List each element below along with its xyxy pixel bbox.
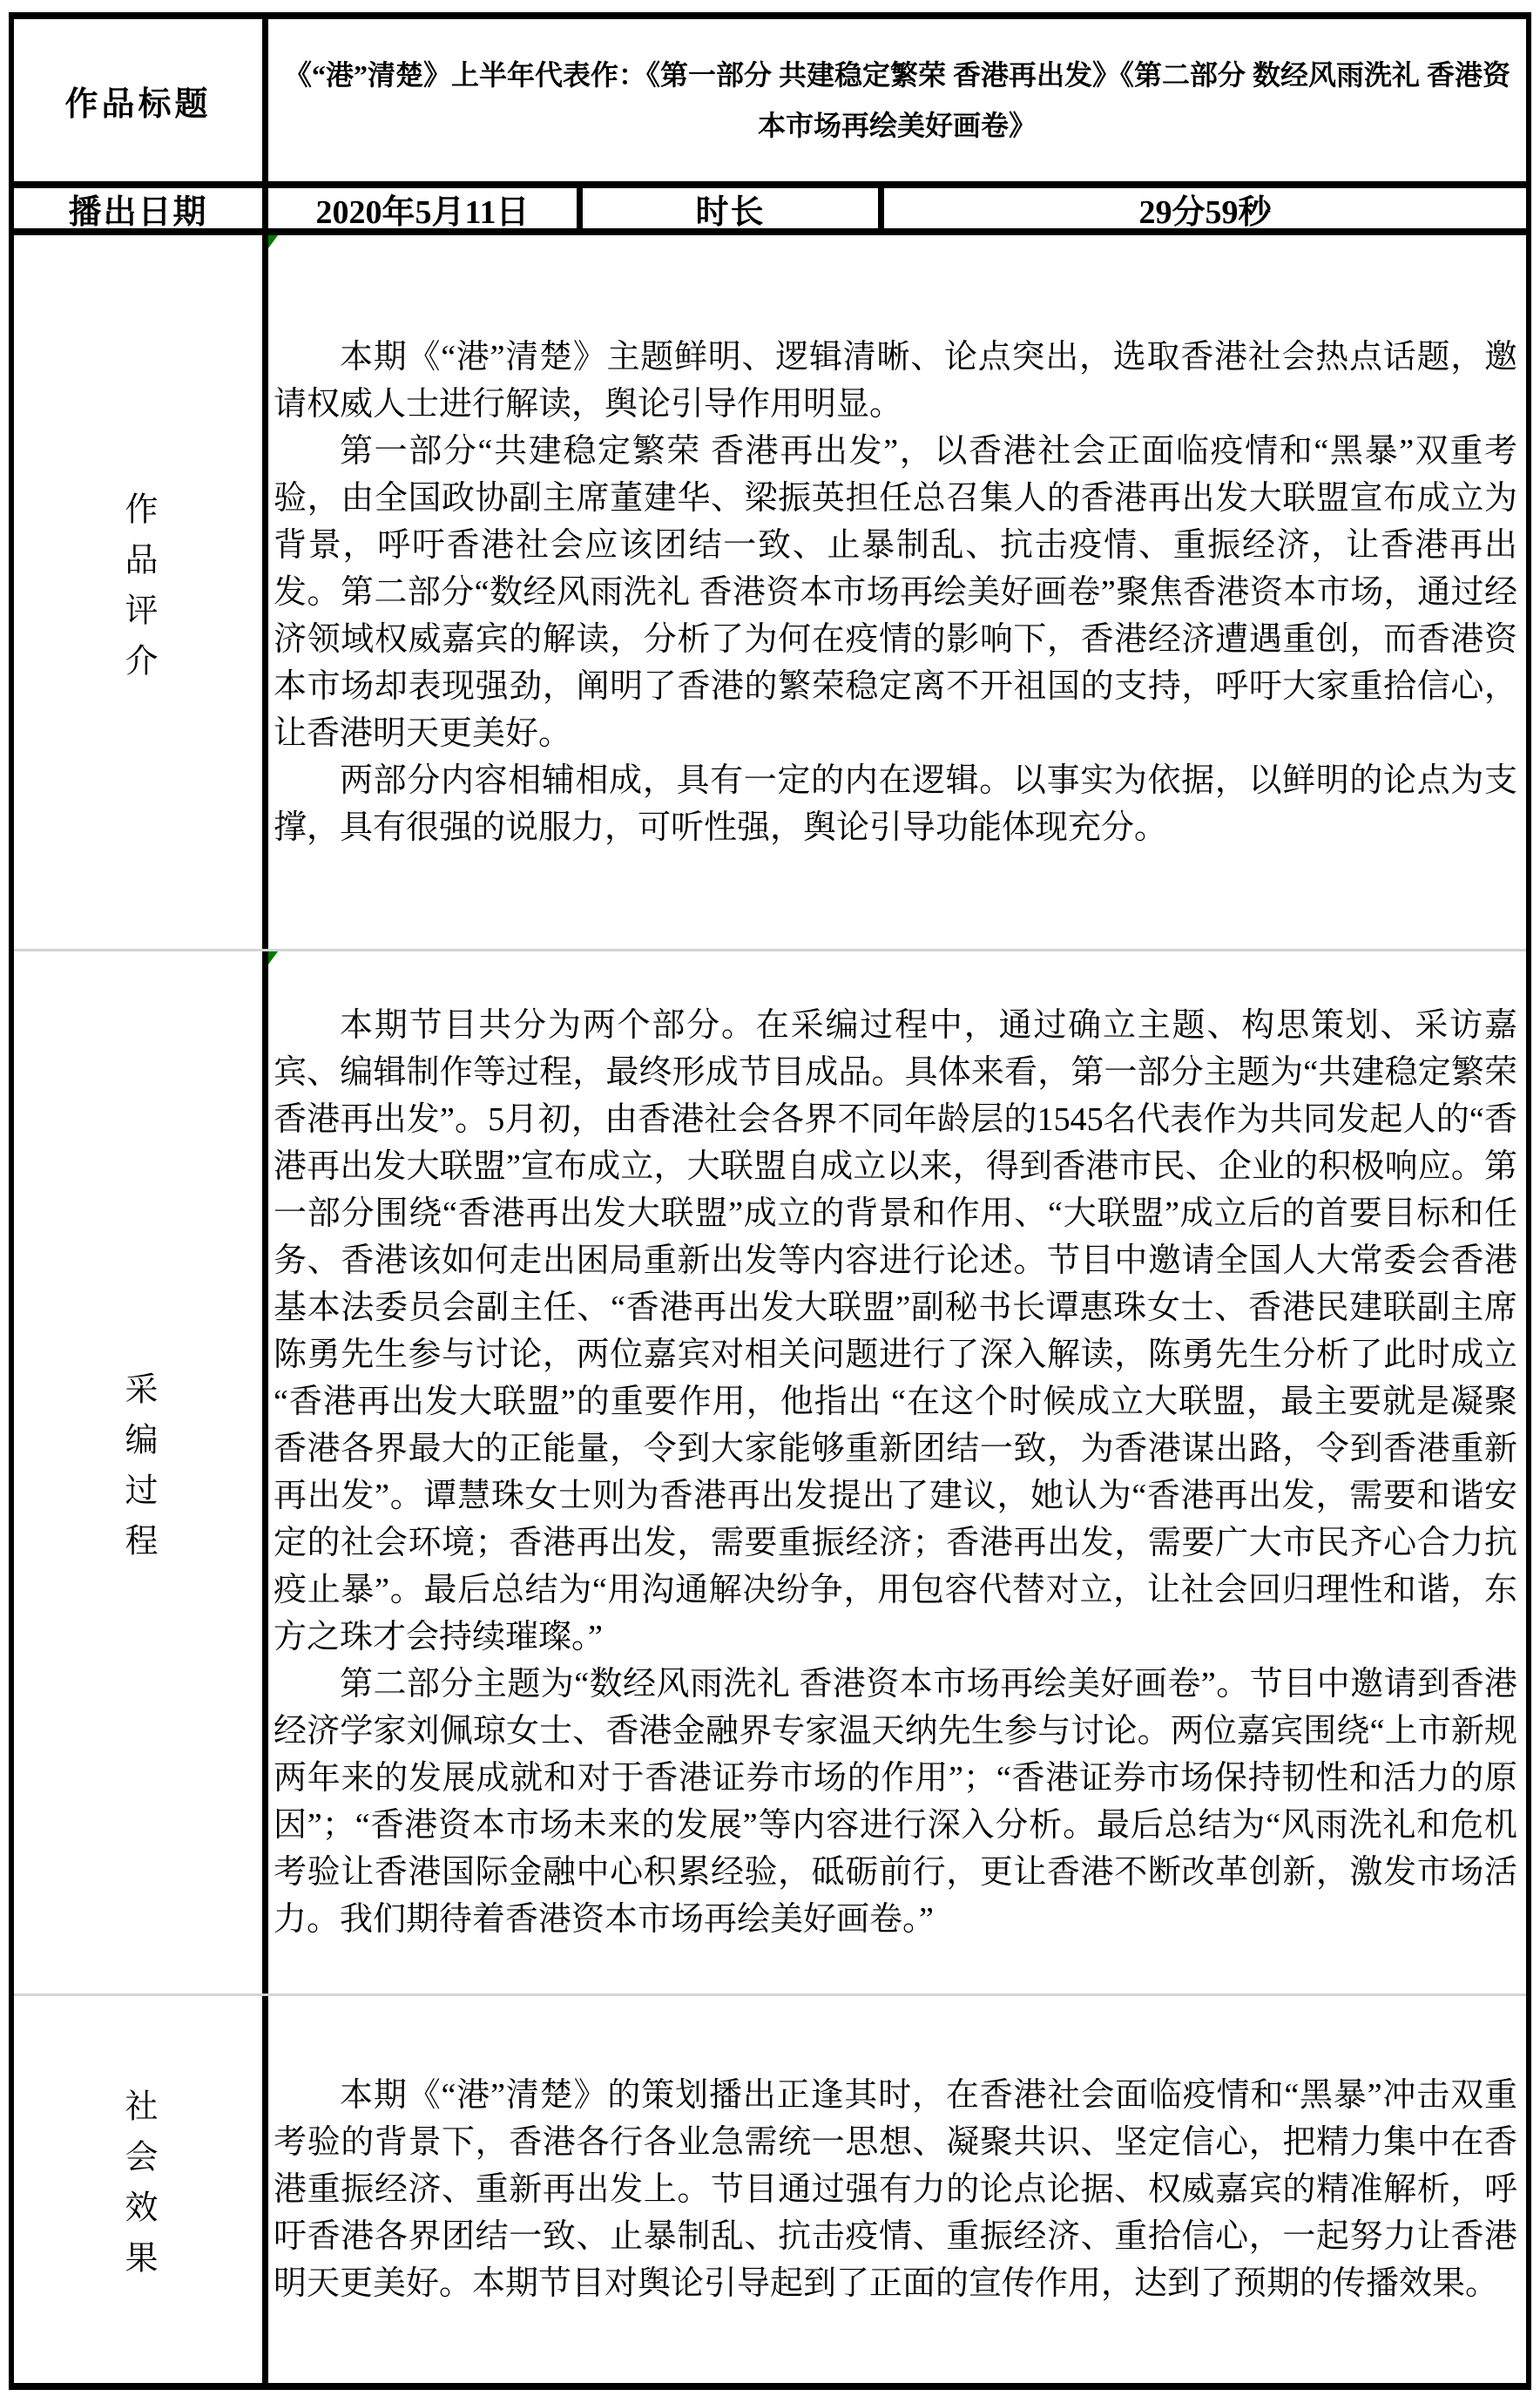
row-divider-title-date bbox=[9, 181, 1531, 188]
label-column-divider bbox=[262, 12, 268, 2390]
broadcast-date-value: 2020年5月11日 bbox=[315, 193, 530, 231]
effect-label-cell bbox=[14, 1996, 262, 2383]
table-border-top bbox=[9, 12, 1531, 19]
process-label-cell bbox=[14, 951, 262, 1993]
duration-value: 29分59秒 bbox=[1138, 193, 1272, 231]
table-border-right bbox=[1526, 12, 1531, 2390]
work-title-cell bbox=[268, 19, 1526, 181]
review-paragraph: 第一部分“共建稳定繁荣 香港再出发”，以香港社会正面临疫情和“黑暴”双重考验，由全国政协副主席董建华、梁振英担任总召集人的香港再出发大联盟宣布成立为背景，呼吁香港社会应该团结一致、止暴制乱、抗击疫情、重振经济，让香港再出发。第二部分“数经风雨洗礼 香港资本市场再绘美好画卷”聚焦香港资本市场，通过经济领域权威嘉宾的解读，分析了为何在疫情的影响下，香港经济遭遇重创，而香港资本市场却表现强劲，阐明了香港的繁荣稳定离不开祖国的支持，呼吁大家重拾信心，让香港明天更美好。 bbox=[274, 432, 1517, 752]
process-paragraph: 第二部分主题为“数经风雨洗礼 香港资本市场再绘美好画卷”。节目中邀请到香港经济学家刘佩琼女士、香港金融界专家温天纳先生参与讨论。两位嘉宾围绕“上市新规两年来的发展成就和对于香港证券市场的作用”；“香港证券市场保持韧性和活力的原因”；“香港资本市场未来的发展”等内容进行深入分析。最后总结为“风雨洗礼和危机考验让香港国际金融中心积累经验，砥砺前行，更让香港不断改革创新，激发市场活力。我们期待着香港资本市场再绘美好画卷。” bbox=[274, 1666, 1517, 1938]
process-paragraph: 本期节目共分为两个部分。在采编过程中，通过确立主题、构思策划、采访嘉宾、编辑制作等过程，最终形成节目成品。具体来看，第一部分主题为“共建稳定繁荣 香港再出发”。5月初，由香港社会各界不同年龄层的1545名代表作为共同发起人的“香港再出发大联盟”宣布成立，大联盟自成立以来，得到香港市民、企业的积极响应。第一部分围绕“香港再出发大联盟”成立的背景和作用、“大联盟”成立后的首要目标和任务、香港该如何走出困局重新出发等内容进行论述。节目中邀请全国人大常委会香港基本法委员会副主任、“香港再出发大联盟”副秘书长谭惠珠女士、香港民建联副主席陈勇先生参与讨论，两位嘉宾对相关问题进行了深入解读，陈勇先生分析了此时成立“香港再出发大联盟”的重要作用，他指出 “在这个时候成立大联盟，最主要就是凝聚香港各界最大的正能量，令到大家能够重新团结一致，为香港谋出路，令到香港重新再出发”。谭慧珠女士则为香港再出发提出了建议，她认为“香港再出发，需要和谐安定的社会环境；香港再出发，需要重振经济；香港再出发，需要广大市民齐心合力抗疫止暴”。最后总结为“用沟通解决纷争，用包容代替对立，让社会回归理性和谐，东方之珠才会持续璀璨。” bbox=[274, 1007, 1517, 1655]
work-title-label-cell bbox=[14, 19, 262, 181]
effect-label: 社会效果 bbox=[119, 2088, 156, 2291]
work-title-text: 《“港”清楚》上半年代表作：《第一部分 共建稳定繁荣 香港再出发》《第二部分 数经风雨洗礼 香港资本市场再绘美好画卷》 bbox=[283, 59, 1510, 141]
duration-value-cell bbox=[884, 188, 1526, 231]
broadcast-date-cell bbox=[268, 188, 577, 231]
duration-label-cell bbox=[583, 188, 878, 231]
review-paragraph: 本期《“港”清楚》主题鲜明、逻辑清晰、论点突出，选取香港社会热点话题，邀请权威人士进行解读，舆论引导作用明显。 bbox=[274, 338, 1517, 423]
process-content-cell bbox=[268, 951, 1526, 1993]
table-border-bottom bbox=[9, 2383, 1531, 2390]
broadcast-date-label-cell bbox=[14, 188, 262, 231]
effect-content-cell bbox=[268, 1996, 1526, 2383]
duration-cell-divider bbox=[878, 181, 884, 235]
review-content-cell bbox=[268, 235, 1526, 949]
work-title-label: 作品标题 bbox=[64, 85, 212, 123]
broadcast-date-label: 播出日期 bbox=[68, 193, 208, 231]
row-divider-date-review bbox=[9, 228, 1531, 235]
date-cell-divider bbox=[577, 181, 583, 235]
duration-label: 时长 bbox=[695, 193, 766, 231]
process-label: 采编过程 bbox=[119, 1371, 156, 1574]
review-label: 作品评介 bbox=[119, 491, 156, 694]
effect-paragraph: 本期《“港”清楚》的策划播出正逢其时，在香港社会面临疫情和“黑暴”冲击双重考验的背景下，香港各行各业急需统一思想、凝聚共识、坚定信心，把精力集中在香港重振经济、重新再出发上。节目通过强有力的论点论据、权威嘉宾的精准解析，呼吁香港各界团结一致、止暴制乱、抗击疫情、重振经济、重拾信心，一起努力让香港明天更美好。本期节目对舆论引导起到了正面的宣传作用，达到了预期的传播效果。 bbox=[274, 2077, 1517, 2302]
review-label-cell bbox=[14, 235, 262, 949]
review-paragraph: 两部分内容相辅相成，具有一定的内在逻辑。以事实为依据，以鲜明的论点为支撑，具有很强的说服力，可听性强，舆论引导功能体现充分。 bbox=[274, 762, 1517, 846]
